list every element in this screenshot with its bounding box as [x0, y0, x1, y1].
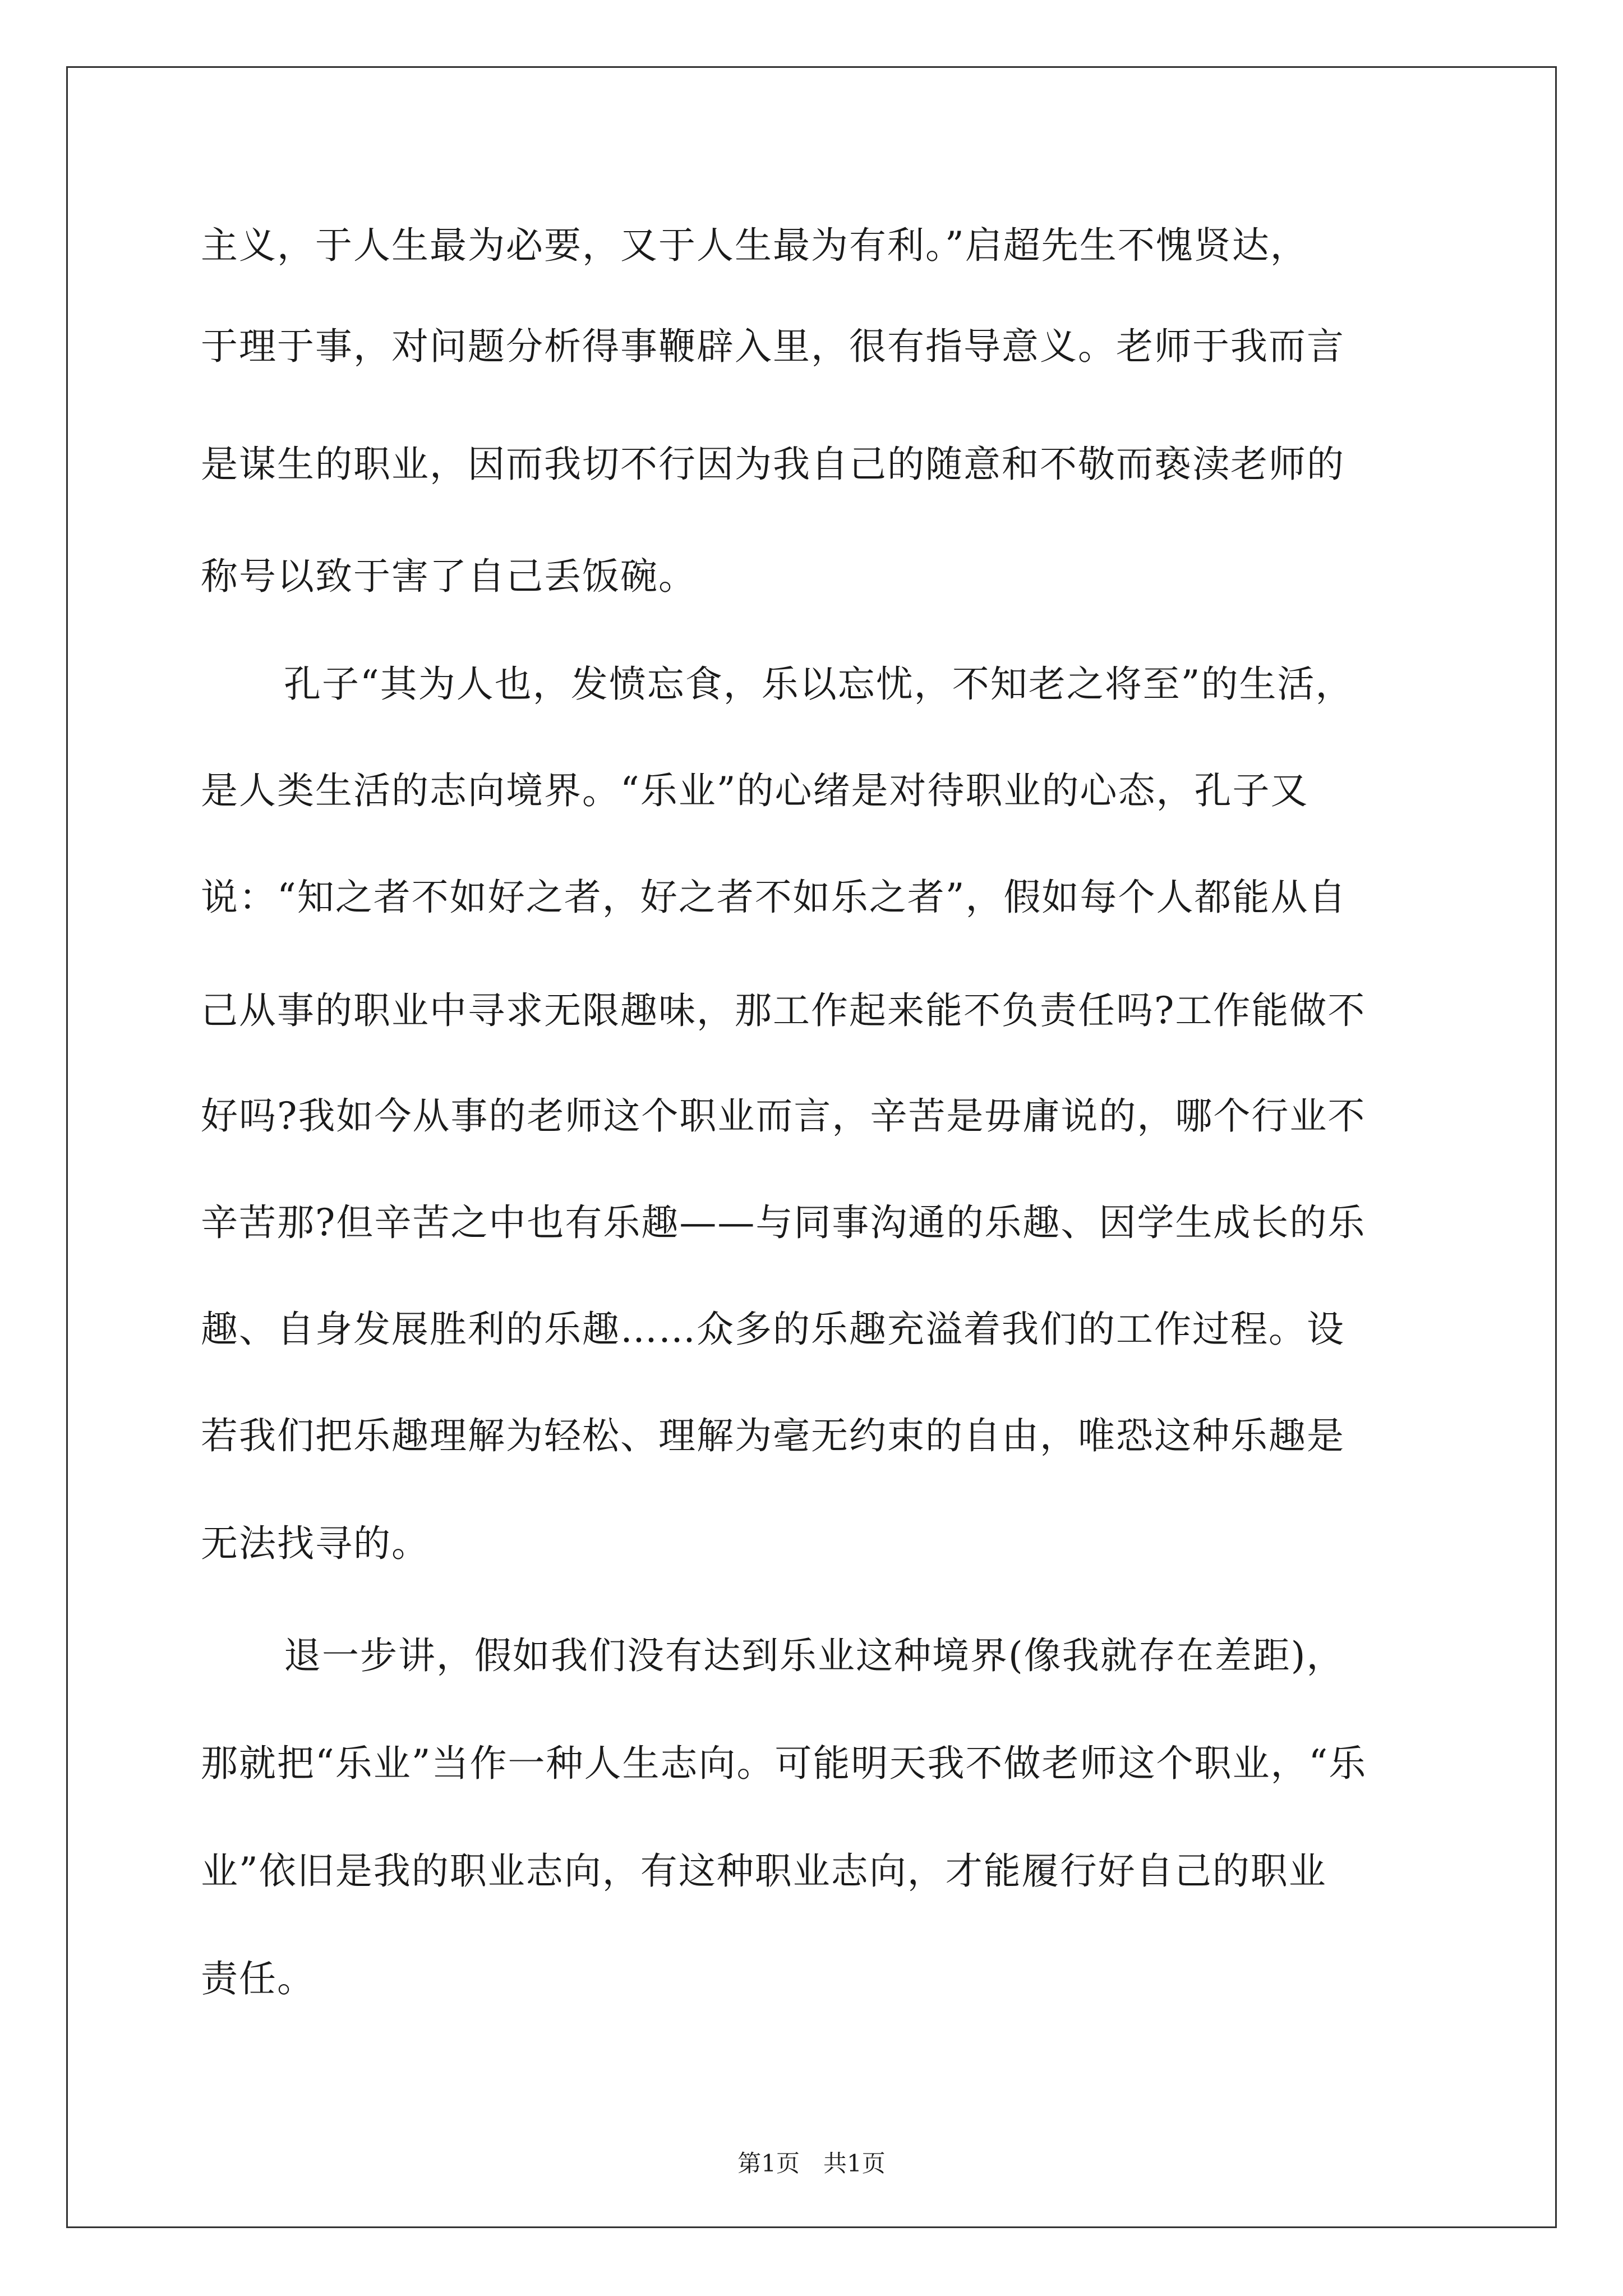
paragraph-line: 业”依旧是我的职业志向，有这种职业志向，才能履行好自己的职业 [201, 1849, 1327, 1893]
paragraph-line: 己从事的职业中寻求无限趣味，那工作起来能不负责任吗?工作能做不 [201, 989, 1366, 1032]
paragraph-line: 于理于事，对问题分析得事鞭辟入里，很有指导意义。老师于我而言 [201, 325, 1345, 368]
paragraph-line: 那就把“乐业”当作一种人生志向。可能明天我不做老师这个职业，“乐 [201, 1742, 1367, 1785]
paragraph-line: 好吗?我如今从事的老师这个职业而言，辛苦是毋庸说的，哪个行业不 [201, 1094, 1366, 1138]
paragraph-line: 退一步讲，假如我们没有达到乐业这种境界(像我就存在差距)， [284, 1634, 1345, 1677]
paragraph-line: 无法找寻的。 [201, 1522, 430, 1565]
paragraph-line: 辛苦那?但辛苦之中也有乐趣——与同事沟通的乐趣、因学生成长的乐 [201, 1201, 1366, 1244]
paragraph-line: 是人类生活的志向境界。“乐业”的心绪是对待职业的心态，孔子又 [201, 769, 1309, 812]
page-border [66, 66, 1557, 2228]
paragraph-line: 孔子“其为人也，发愤忘食，乐以忘忧，不知老之将至”的生活， [284, 662, 1354, 706]
paragraph-line: 若我们把乐趣理解为轻松、理解为毫无约束的自由，唯恐这种乐趣是 [201, 1414, 1345, 1457]
paragraph-line: 是谋生的职业，因而我切不行因为我自己的随意和不敬而亵渎老师的 [201, 443, 1345, 486]
paragraph-line: 称号以致于害了自己丢饭碗。 [201, 555, 697, 598]
paragraph-line: 说：“知之者不如好之者，好之者不如乐之者”，假如每个人都能从自 [201, 876, 1347, 919]
paragraph-line: 趣、自身发展胜利的乐趣……众多的乐趣充溢着我们的工作过程。设 [201, 1308, 1345, 1351]
paragraph-line: 主义，于人生最为必要，又于人生最为有利。”启超先生不愧贤达， [201, 224, 1308, 267]
page-number-footer: 第1页 共1页 [737, 2150, 886, 2177]
paragraph-line: 责任。 [201, 1957, 315, 2000]
